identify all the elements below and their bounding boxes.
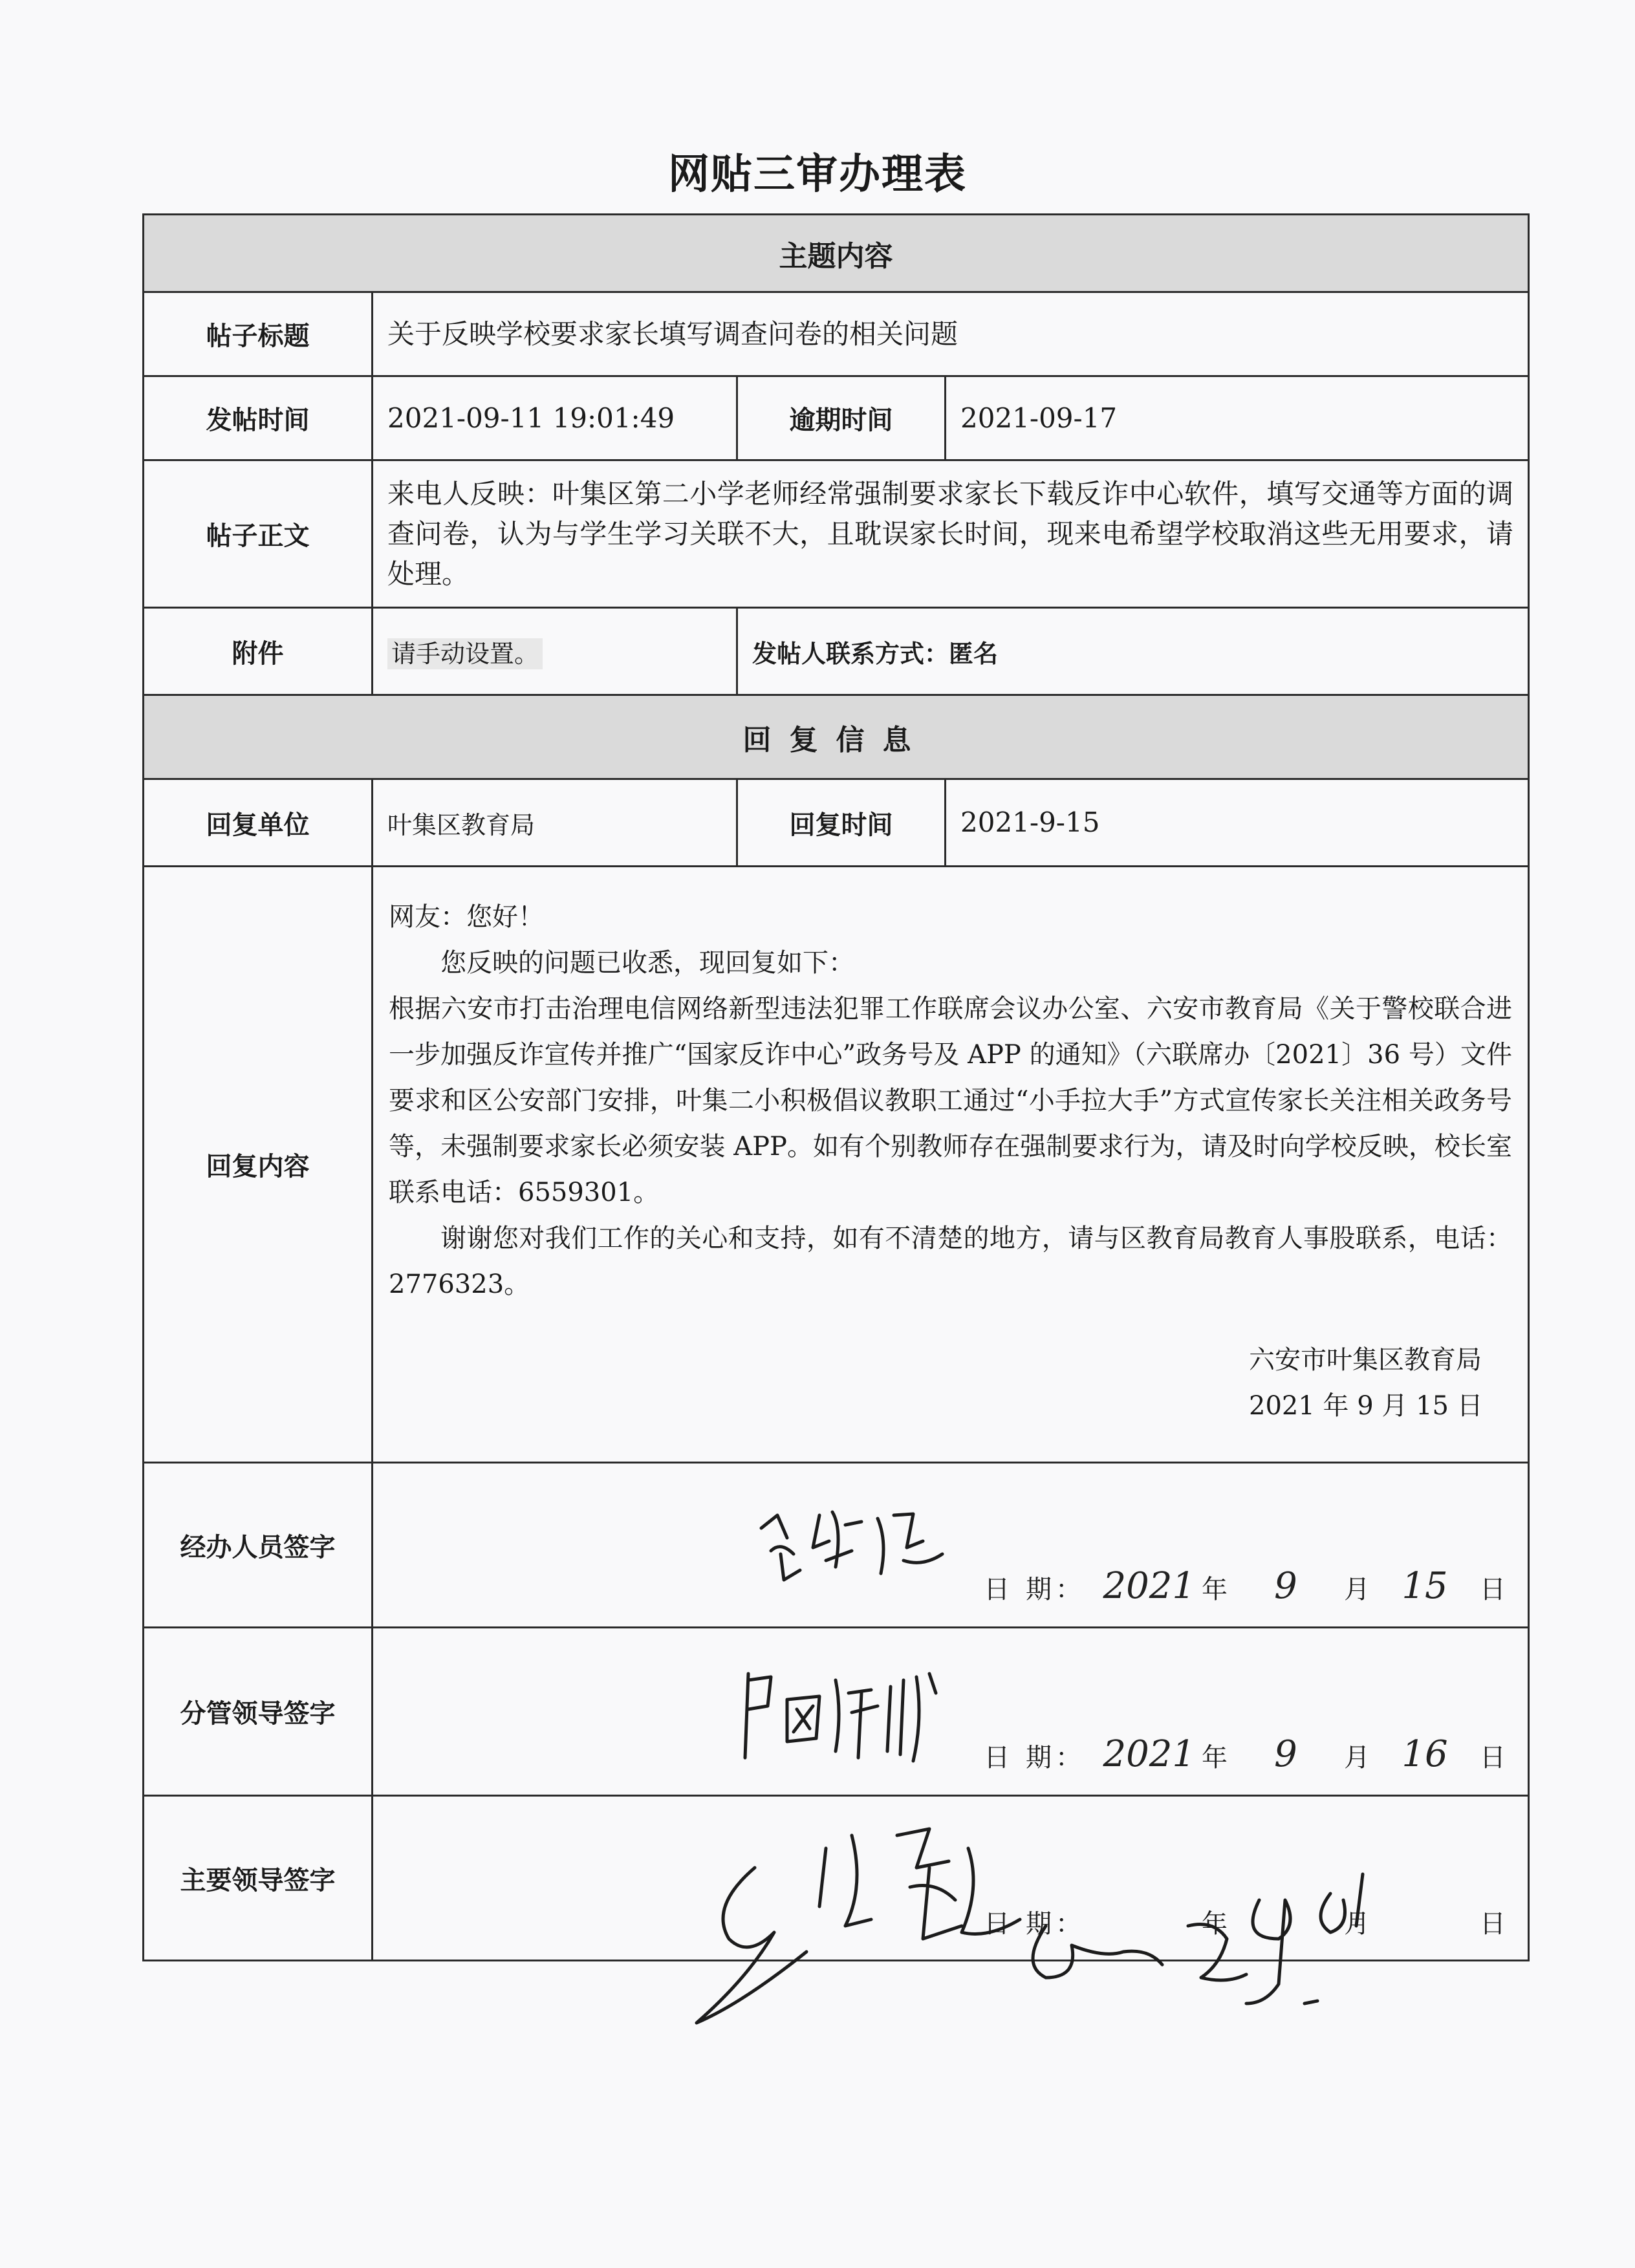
chief-month-unit: 月 [1344,1909,1370,1939]
reply-content-row [144,867,1529,1463]
chief-signature [658,1809,1402,2094]
attachment-label: 附件 [144,608,373,695]
reply-content-label: 回复内容 [144,867,373,1463]
post-body-row [144,460,1529,608]
chief-signature-row [144,1796,1529,1961]
post-body-label: 帖子正文 [144,460,373,608]
reply-paragraph-2: 根据六安市打击治理电信网络新型违法犯罪工作联席会议办公室、六安市教育局《关于警校联合进一步加强反诈宣传并推广“国家反诈中心”政务号及 APP 的通知》（六联席办〔2021〕36 号）文件要求和区公安部门安排，叶集二小积极倡议教职工通过“小手拉大手”方式宣传家长关注相关政务号等，未强制要求家长必须安装 APP。如有个别教师存在强制要求行为，请及时向学校反映，校长室联系电话：6559301。 [389,994,1512,1207]
reply-section-header [144,695,1529,779]
handler-month-unit: 月 [1344,1575,1370,1604]
attachment-value: 请手动设置。 [387,638,543,669]
handler-signature-row [144,1463,1529,1628]
post-body-value: 来电人反映：叶集区第二小学老师经常强制要求家长下载反诈中心软件，填写交通等方面的调查问卷，认为与学生学习关联不大，且耽误家长时间，现来电希望学校取消这些无用要求，请处理。 [373,460,1529,608]
chief-signature-cell [373,1796,1529,1961]
handler-date [984,1565,1512,1607]
reply-section-title: 回复信息 [144,695,1529,779]
reply-sign-org: 六安市叶集区教育局 [1249,1345,1482,1375]
reply-unit-row [144,779,1529,867]
reply-paragraph-1: 您反映的问题已收悉，现回复如下： [440,948,854,978]
chief-year-unit: 年 [1202,1909,1228,1939]
handler-year-unit: 年 [1202,1575,1228,1604]
post-title-value: 关于反映学校要求家长填写调查问卷的相关问题 [373,292,1529,376]
chief-date-label: 日 期： [984,1909,1085,1939]
page-title: 网贴三审办理表 [668,151,967,199]
handler-signature [748,1489,955,1593]
deputy-day-unit: 日 [1480,1743,1506,1773]
deputy-signature-label: 分管领导签字 [144,1628,373,1796]
reply-time-value: 2021-9-15 [946,779,1529,867]
deputy-signature-row [144,1628,1529,1796]
handler-year: 2021 [1103,1565,1195,1607]
deputy-signature [722,1654,968,1771]
chief-day-unit: 日 [1480,1909,1506,1939]
deputy-signature-cell [373,1628,1529,1796]
deputy-year-unit: 年 [1202,1743,1228,1773]
attachment-cell [373,608,737,695]
handler-signature-label: 经办人员签字 [144,1463,373,1628]
deputy-date [984,1733,1512,1775]
handler-signature-cell [373,1463,1529,1628]
form-table [142,213,1530,1961]
handler-day: 15 [1402,1565,1448,1607]
deputy-month-unit: 月 [1344,1743,1370,1773]
deputy-date-label: 日 期： [984,1743,1085,1773]
reply-paragraph-3: 谢谢您对我们工作的关心和支持，如有不清楚的地方，请与区教育局教育人事股联系，电话：2776323。 [389,1224,1512,1299]
chief-signature-label: 主要领导签字 [144,1796,373,1961]
reply-sign-date: 2021 年 9 月 15 日 [1249,1391,1483,1421]
post-title-row [144,292,1529,376]
deputy-year: 2021 [1103,1733,1195,1775]
post-time-value: 2021-09-11 19:01:49 [373,376,737,460]
reply-unit-value: 叶集区教育局 [373,779,737,867]
topic-section-header [144,215,1529,292]
handler-month: 9 [1274,1565,1297,1607]
poster-contact: 发帖人联系方式：匿名 [737,608,1529,695]
deadline-value: 2021-09-17 [946,376,1529,460]
chief-date [984,1903,1512,1940]
topic-section-title: 主题内容 [144,215,1529,292]
handler-date-label: 日 期： [984,1575,1085,1604]
reply-unit-label: 回复单位 [144,779,373,867]
handler-day-unit: 日 [1480,1575,1506,1604]
post-time-row [144,376,1529,460]
attachment-row [144,608,1529,695]
reply-greeting: 网友：您好！ [389,902,544,932]
reply-content [373,867,1529,1463]
post-time-label: 发帖时间 [144,376,373,460]
reply-time-label: 回复时间 [737,779,946,867]
deputy-month: 9 [1274,1733,1297,1775]
deadline-label: 逾期时间 [737,376,946,460]
deputy-day: 16 [1402,1733,1448,1775]
post-title-label: 帖子标题 [144,292,373,376]
